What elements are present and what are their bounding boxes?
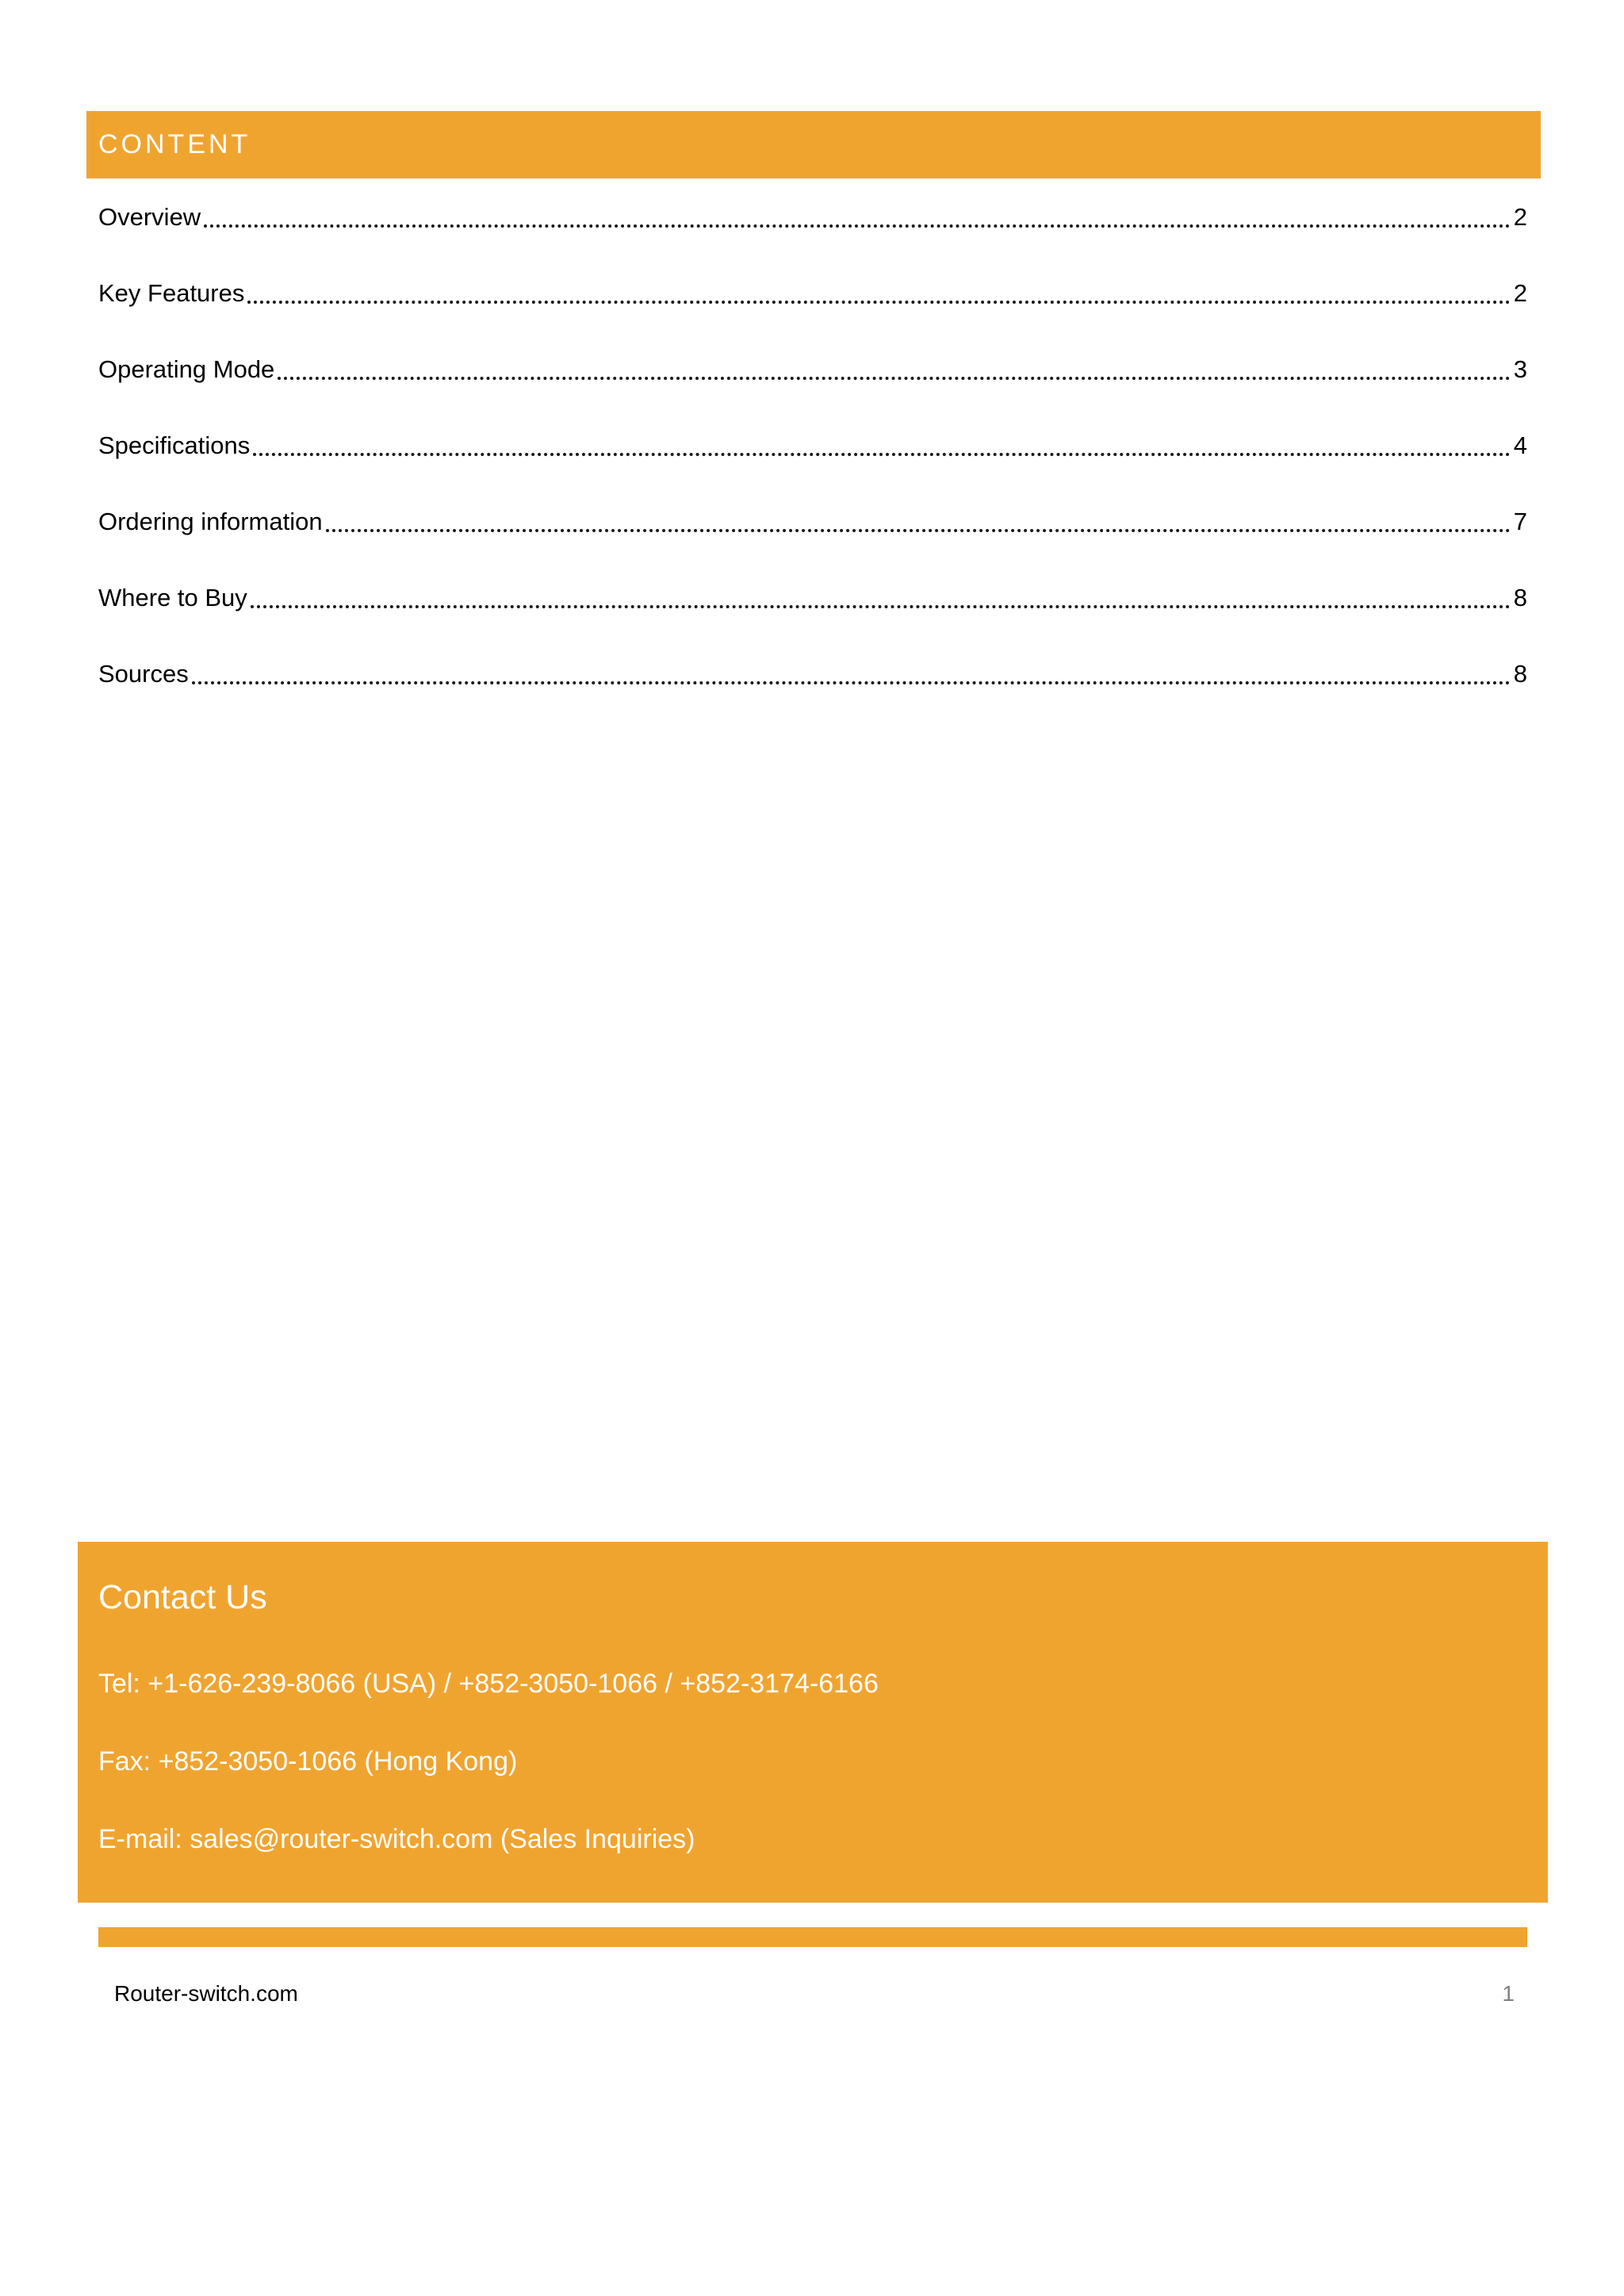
content-header xyxy=(86,111,1541,178)
contact-box xyxy=(78,1542,1548,1903)
toc-dot-leader xyxy=(253,453,1510,456)
toc-entry-ordering-information[interactable] xyxy=(98,484,1527,560)
toc-entry-title: Key Features xyxy=(98,279,245,307)
toc-entry-title: Where to Buy xyxy=(98,584,247,611)
toc-entry-key-features[interactable] xyxy=(98,255,1527,332)
toc-entry-page: 3 xyxy=(1513,355,1527,383)
toc-entry-overview[interactable] xyxy=(98,179,1527,255)
contact-telephone: Tel: +1-626-239-8066 (USA) / +852-3050-1066 / +852-3174-6166 xyxy=(98,1669,879,1699)
toc-dot-leader xyxy=(278,377,1510,380)
toc-entry-title: Operating Mode xyxy=(98,355,275,383)
toc-entry-specifications[interactable] xyxy=(98,408,1527,484)
toc-entry-page: 7 xyxy=(1513,508,1527,535)
footer-site-name: Router-switch.com xyxy=(114,1981,298,2006)
toc-entry-sources[interactable] xyxy=(98,636,1527,712)
footer-page-number: 1 xyxy=(1502,1981,1515,2006)
toc-entry-page: 4 xyxy=(1513,431,1527,459)
toc-dot-leader xyxy=(251,605,1511,608)
toc-entry-page: 2 xyxy=(1513,279,1527,307)
toc-entry-title: Overview xyxy=(98,203,201,231)
toc-entry-page: 8 xyxy=(1513,660,1527,688)
content-title: CONTENT xyxy=(98,129,251,159)
toc-entry-page: 8 xyxy=(1513,584,1527,611)
toc-entry-title: Specifications xyxy=(98,431,251,459)
footer-divider-bar xyxy=(98,1927,1527,1947)
toc-entry-title: Sources xyxy=(98,660,189,688)
toc-entry-title: Ordering information xyxy=(98,508,323,535)
toc-dot-leader xyxy=(326,529,1511,532)
toc-dot-leader xyxy=(192,681,1511,684)
toc-dot-leader xyxy=(247,301,1510,304)
toc-entry-where-to-buy[interactable] xyxy=(98,560,1527,636)
toc-entry-page: 2 xyxy=(1513,203,1527,231)
contact-email: E-mail: sales@router-switch.com (Sales Inquiries) xyxy=(98,1824,695,1854)
contact-title: Contact Us xyxy=(98,1578,267,1616)
toc-dot-leader xyxy=(204,224,1511,228)
contact-fax: Fax: +852-3050-1066 (Hong Kong) xyxy=(98,1746,518,1777)
toc-entry-operating-mode[interactable] xyxy=(98,332,1527,408)
table-of-contents xyxy=(98,197,1527,730)
